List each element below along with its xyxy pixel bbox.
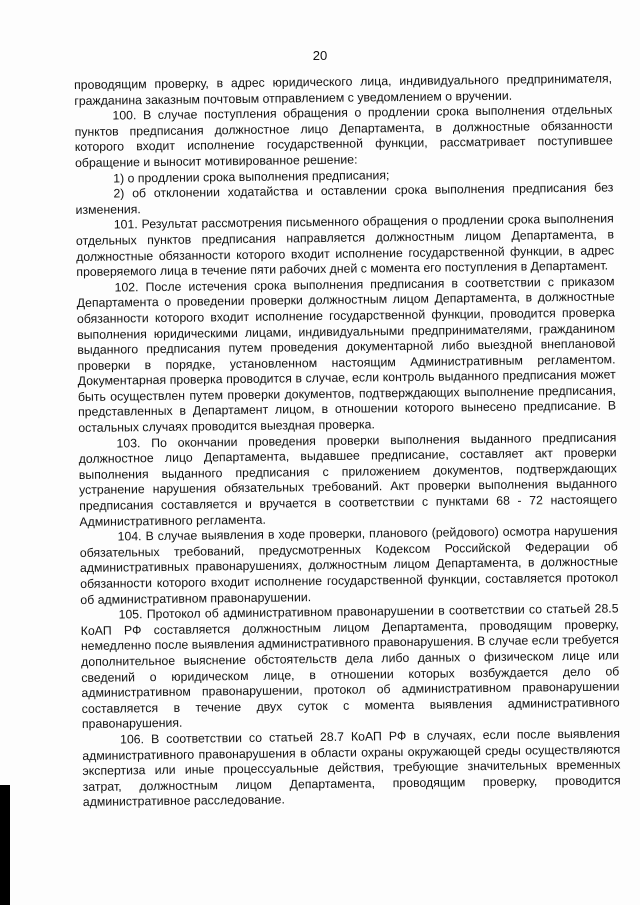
paragraph-105: 105. Протокол об административном правонарушении в соответствии со статьей 28.5 КоАП РФ составляется должностным лицом Департамента, проводящим проверку, немедленно после выявления административного правонарушения. В случае если требуется дополнительное выяснение обстоятельств дела либо данных о физическом лице или сведений о юридическом лице, в отношении которых возбуждается дело об административном правонарушении, протокол об административном правонарушении составляется в течение двух суток с момента выявления административного правонарушения. xyxy=(80,601,620,732)
paragraph-106: 106. В соответствии со статьей 28.7 КоАП РФ в случаях, если после выявления административного правонарушения в области охраны окружающей среды осуществляются экспертиза или иные процессуальные действия, требующие значительных временных затрат, должностным лицом Департамента, проводящим проверку, проводится административное расследование. xyxy=(82,726,621,810)
paragraph-100: 100. В случае поступления обращения о продлении срока выполнения отдельных пунктов предписания должностное лицо Департамента, в должностные обязанности которого входит исполнение государственной функции, рассматривает поступившее обращение и выносит мотивированное решение: xyxy=(74,102,613,170)
paragraph-102: 102. После истечения срока выполнения предписания в соответствии с приказом Департамента о проведении проверки должностным лицом Департамента, в должностные обязанности которого входит исполнение государственной функции, проводится проверка выполнения юридическими лицами, индивидуальными предпринимателями, гражданином выданного предписания путем проведения документарной либо выездной внеплановой проверки в порядке, установленном настоящим Административным регламентом. Документарная проверка проводится в случае, если контроль выданного предписания может быть осуществлен путем проверки документов, подтверждающих выполнение предписания, представленных в Департамент лицом, в отношении которого вынесено предписание. В остальных случаях проводится выездная проверка. xyxy=(76,274,617,436)
scan-edge-shadow xyxy=(0,785,10,905)
paragraph-continuation: проводящим проверку, в адрес юридического лица, индивидуального предпринимателя, гражданина заказным почтовым отправлением с уведомлением о вручении. xyxy=(74,71,613,108)
document-body xyxy=(74,71,621,810)
paragraph-100-item-2: 2) об отклонении ходатайства и оставлении срока выполнения предписания без изменения. xyxy=(75,180,614,217)
page-number: 20 xyxy=(312,48,328,63)
paragraph-101: 101. Результат рассмотрения письменного обращения о продлении срока выполнения отдельных пунктов предписания направляется должностным лицом Департамента, в должностные обязанности которого входит исполнение государственной функции, в адрес проверяемого лица в течение пяти рабочих дней с момента его поступления в Департамент. xyxy=(75,211,615,280)
paragraph-104: 104. В случае выявления в ходе проверки, планового (рейдового) осмотра нарушения обязательных требований, предусмотренных Кодексом Российской Федерации об административных правонарушениях, должностным лицом Департамента, в должностные обязанности которого входит исполнение государственной функции, составляется протокол об административном правонарушении. xyxy=(79,523,619,607)
paragraph-100-item-1: 1) о продлении срока выполнения предписания; xyxy=(113,167,390,186)
paragraph-103: 103. По окончании проведения проверки выполнения выданного предписания должностное лицо Департамента, выдавшее предписание, составляет акт проверки выполнения выданного предписания с приложением документов, подтверждающих устранение нарушения обязательных требований. Акт проверки выполнения выданного предписания составляется и вручается в соответствии с пунктами 68 - 72 настоящего Административного регламента. xyxy=(78,430,618,529)
